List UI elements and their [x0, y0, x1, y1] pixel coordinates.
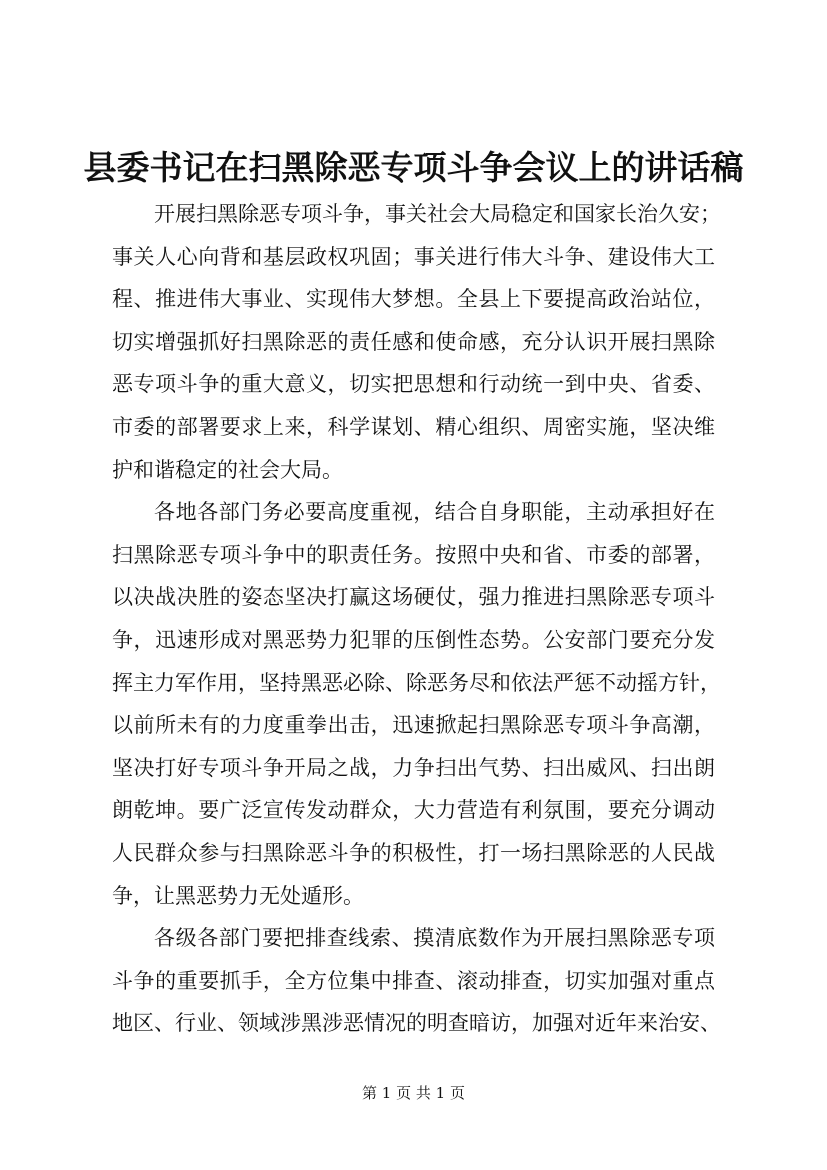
text-line: 程、推进伟大事业、实现伟大梦想。全县上下要提高政治站位， [112, 287, 715, 312]
paragraph-3 [112, 917, 721, 1045]
document-title: 县委书记在扫黑除恶专项斗争会议上的讲话稿 [83, 148, 744, 187]
text-line: 地区、行业、领域涉黑涉恶情况的明查暗访，加强对近年来治安、 [112, 1011, 721, 1036]
text-line: 以决战决胜的姿态坚决打赢这场硬仗，强力推进扫黑除恶专项斗 [112, 585, 715, 610]
text-line: 切实增强抓好扫黑除恶的责任感和使命感，充分认识开展扫黑除 [112, 329, 715, 354]
text-line: 坚决打好专项斗争开局之战，力争扫出气势、扫出威风、扫出朗 [112, 755, 715, 780]
text-line: 护和谐稳定的社会大局。 [112, 457, 343, 482]
document-body [112, 193, 721, 1045]
text-line: 市委的部署要求上来，科学谋划、精心组织、周密实施，坚决维 [112, 414, 715, 439]
text-line: 各级各部门要把排查线索、摸清底数作为开展扫黑除恶专项 [154, 926, 715, 951]
text-line: 朗乾坤。要广泛宣传发动群众，大力营造有利氛围，要充分调动 [112, 798, 715, 823]
text-line: 恶专项斗争的重大意义，切实把思想和行动统一到中央、省委、 [112, 372, 715, 397]
paragraph-1 [112, 193, 721, 491]
text-line: 挥主力军作用，坚持黑恶必除、除恶务尽和依法严惩不动摇方针， [112, 670, 721, 695]
text-line: 以前所未有的力度重拳出击，迅速掀起扫黑除恶专项斗争高潮， [112, 713, 715, 738]
text-line: 开展扫黑除恶专项斗争，事关社会大局稳定和国家长治久安； [154, 202, 721, 226]
text-line: 各地各部门务必要高度重视，结合自身职能，主动承担好在 [154, 500, 715, 525]
text-line: 人民群众参与扫黑除恶斗争的积极性，打一场扫黑除恶的人民战 [112, 840, 715, 865]
text-line: 扫黑除恶专项斗争中的职责任务。按照中央和省、市委的部署， [112, 542, 715, 567]
text-line: 斗争的重要抓手，全方位集中排查、滚动排查，切实加强对重点 [112, 968, 715, 993]
page-number-footer: 第 1 页 共 1 页 [362, 1084, 465, 1102]
text-line: 事关人心向背和基层政权巩固；事关进行伟大斗争、建设伟大工 [112, 244, 715, 269]
text-line: 争，迅速形成对黑恶势力犯罪的压倒性态势。公安部门要充分发 [112, 627, 715, 652]
text-line: 争，让黑恶势力无处遁形。 [112, 883, 364, 908]
paragraph-2 [112, 491, 721, 917]
